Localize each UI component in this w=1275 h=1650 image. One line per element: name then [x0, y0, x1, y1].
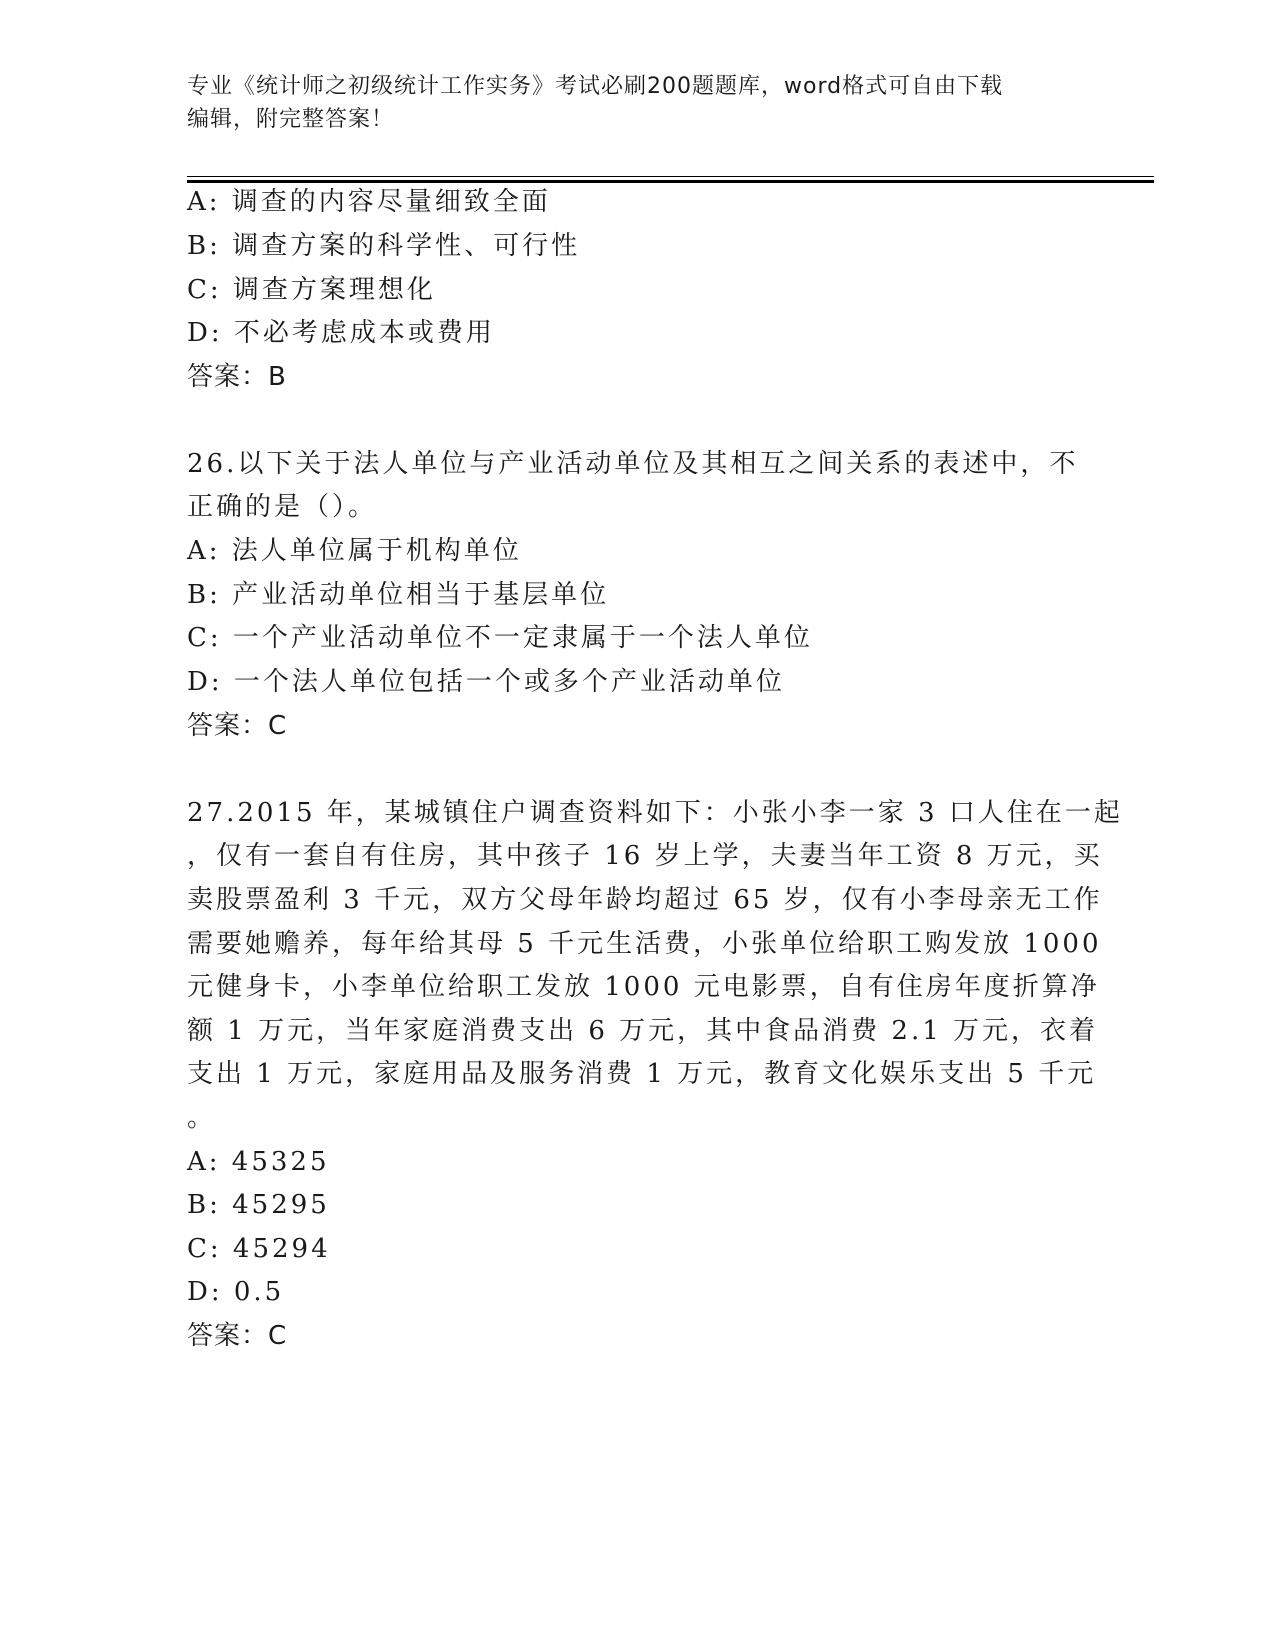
q26-option-c: C: 一个产业活动单位不一定隶属于一个法人单位 [187, 623, 813, 653]
document-header [187, 70, 1087, 136]
header-divider-thick [187, 180, 1154, 183]
q27-stem-line-3: 卖股票盈利 3 千元，双方父母年龄均超过 65 岁，仅有小李母亲无工作 [187, 885, 1103, 915]
q26-stem-line-1: 26.以下关于法人单位与产业活动单位及其相互之间关系的表述中，不 [187, 449, 1079, 479]
q25-option-c: C: 调查方案理想化 [187, 275, 436, 305]
header-divider-thin [187, 176, 1154, 177]
q27-option-a: A: 45325 [187, 1147, 330, 1177]
q26-answer: 答案：C [187, 711, 288, 741]
header-line-2: 编辑，附完整答案！ [187, 107, 395, 132]
q25-option-d: D: 不必考虑成本或费用 [187, 318, 495, 348]
q26-option-b: B: 产业活动单位相当于基层单位 [187, 580, 610, 610]
q27-stem-line-5: 元健身卡，小李单位给职工发放 1000 元电影票，自有住房年度折算净 [187, 972, 1100, 1002]
q27-stem-line-4: 需要她赡养，每年给其母 5 千元生活费，小张单位给职工购发放 1000 [187, 929, 1102, 959]
q27-stem-line-1: 27.2015 年，某城镇住户调查资料如下：小张小李一家 3 口人住在一起 [187, 798, 1123, 828]
q27-stem-line-2: ，仅有一套自有住房，其中孩子 16 岁上学，夫妻当年工资 8 万元，买 [187, 841, 1103, 871]
q27-stem-line-7: 支出 1 万元，家庭用品及服务消费 1 万元，教育文化娱乐支出 5 千元 [187, 1059, 1097, 1089]
q25-option-b: B: 调查方案的科学性、可行性 [187, 231, 581, 261]
q27-option-d: D: 0.5 [187, 1277, 285, 1307]
q27-stem-line-8: 。 [187, 1103, 217, 1133]
q26-stem-line-2: 正确的是（）。 [187, 492, 378, 522]
q25-option-a: A: 调查的内容尽量细致全面 [187, 187, 551, 217]
q26-option-d: D: 一个法人单位包括一个或多个产业活动单位 [187, 667, 785, 697]
q27-option-c: C: 45294 [187, 1234, 331, 1264]
q27-option-b: B: 45295 [187, 1190, 330, 1220]
q25-answer: 答案：B [187, 362, 287, 392]
q27-stem-line-6: 额 1 万元，当年家庭消费支出 6 万元，其中食品消费 2.1 万元，衣着 [187, 1016, 1099, 1046]
q27-answer: 答案：C [187, 1321, 288, 1351]
q26-option-a: A: 法人单位属于机构单位 [187, 536, 522, 566]
header-line-1: 专业《统计师之初级统计工作实务》考试必刷200题题库，word格式可自由下载 [187, 74, 1004, 99]
